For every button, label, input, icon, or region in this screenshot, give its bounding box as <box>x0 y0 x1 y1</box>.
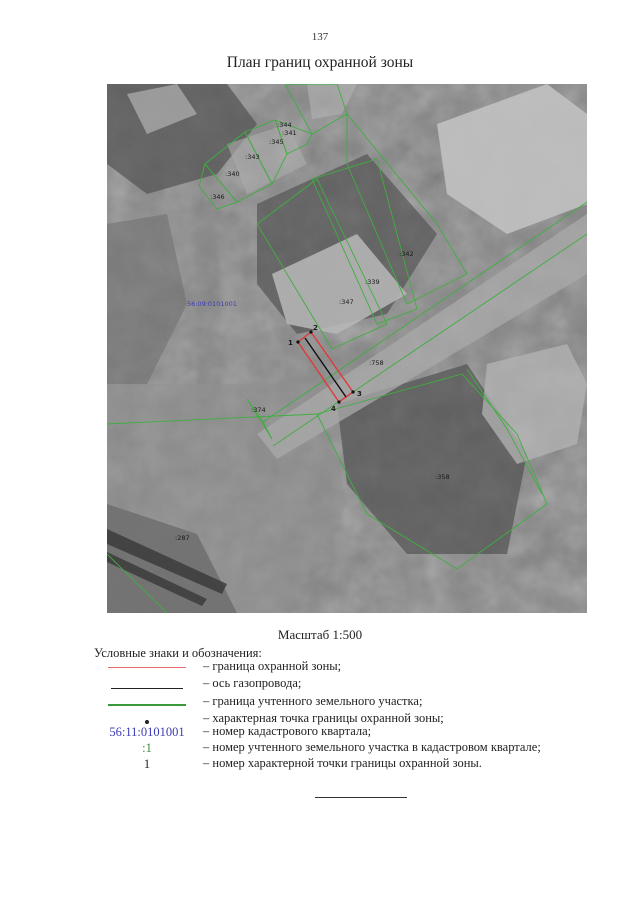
point-label: 2 <box>313 324 318 332</box>
legend-item-parcel-boundary <box>0 694 640 710</box>
point-label: 3 <box>357 390 362 398</box>
point-3 <box>351 390 354 393</box>
legend-description: – характерная точка границы охранной зоны; <box>203 711 444 725</box>
legend-item-protection-zone <box>0 659 640 675</box>
map-scale: Масштаб 1:500 <box>277 627 363 642</box>
parcel-label: :374 <box>251 406 266 414</box>
parcel-label: :343 <box>245 153 260 161</box>
parcel-label: :347 <box>339 298 354 306</box>
map-canvas <box>107 84 587 613</box>
parcel-label: :346 <box>210 193 225 201</box>
legend-description: – граница учтенного земельного участка; <box>203 694 423 708</box>
point-label: 4 <box>331 405 336 413</box>
green-line-symbol <box>108 704 186 706</box>
parcel-label: :345 <box>269 138 284 146</box>
legend-item-gas-pipeline <box>0 676 640 692</box>
page-title: План границ охранной зоны <box>226 54 414 71</box>
legend-item-quarter-number <box>0 724 640 740</box>
parcel-label: :339 <box>365 278 380 286</box>
legend-title: Условные знаки и обозначения: <box>94 646 262 660</box>
point-1 <box>296 340 299 343</box>
black-line-symbol <box>111 688 183 689</box>
page-number: 137 <box>311 31 329 43</box>
parcel-label: :342 <box>399 250 414 258</box>
parcel-number-symbol: :1 <box>142 741 152 755</box>
legend-description: – номер кадастрового квартала; <box>203 724 372 738</box>
bottom-divider <box>315 797 407 798</box>
legend-description: – ось газопровода; <box>203 676 302 690</box>
red-line-symbol <box>108 667 186 668</box>
aerial-map[interactable] <box>107 84 587 613</box>
legend-description: – номер характерной точки границы охранной зоны. <box>203 756 482 770</box>
quarter-number-symbol: 56:11:0101001 <box>109 725 185 739</box>
legend-description: – номер учтенного земельного участка в кадастровом квартале; <box>203 740 541 754</box>
point-number-symbol: 1 <box>143 757 151 771</box>
parcel-label: :344 <box>277 121 292 129</box>
parcel-label: :340 <box>225 170 240 178</box>
parcel-label: :341 <box>282 129 297 137</box>
quarter-label: 56:09:0101001 <box>187 300 237 308</box>
legend-item-point-number <box>0 756 640 772</box>
point-label: 1 <box>288 339 293 347</box>
legend-description: – граница охранной зоны; <box>203 659 342 673</box>
point-4 <box>337 400 340 403</box>
parcel-label: :358 <box>435 473 450 481</box>
legend-item-parcel-number <box>0 740 640 756</box>
parcel-label: :287 <box>175 534 190 542</box>
parcel-label: :758 <box>369 359 384 367</box>
